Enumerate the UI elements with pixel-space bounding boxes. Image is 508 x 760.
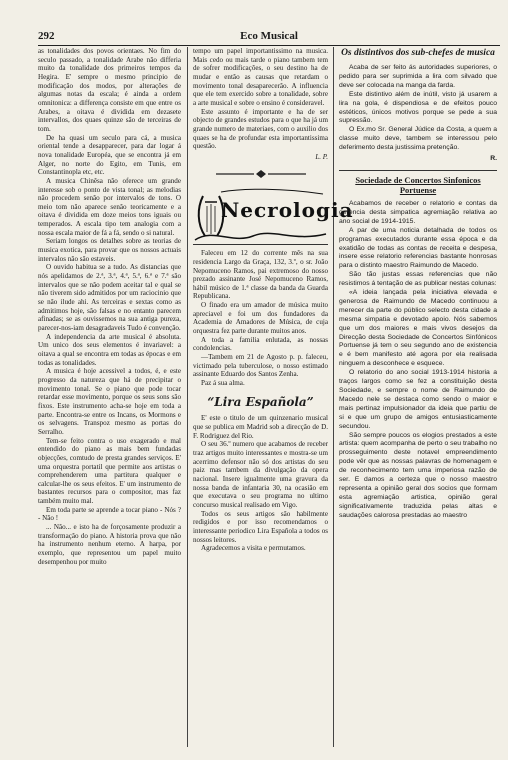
column-separator — [333, 47, 334, 747]
paragraph: A musica Chinêsa não oferece um grande interesse sob o ponto de vista tonal; as melodias não procedem senão por intervalos de tons. O meio tom não aparece senão teoricamente e a oitava é dividida em doze meios tons iguais ou temperados. A escala tipo tem analogia com a nossa escala maior de fá a fá, sendo o si natural. — [38, 176, 181, 237]
paragraph: tempo um papel importantissimo na musica. Mais cedo ou mais tarde o piano tambem tem de sofrer modificações, o seu destino ha de mudar e então as causas que retardam o movimento tonal desaparecerão. A influencia que ele tem exercido sobre a tonalidade, sobre a arte musical e sobre o ensino é consideravel. — [193, 47, 328, 107]
column-1 — [38, 47, 181, 566]
article-signature: L. P. — [315, 152, 328, 161]
paragraph: Este distintivo além de inútil, visto já usarem a lira na gola, é dispendiosa e de efeitos pouco estéticos, únicos motivos porque se pede a sua supressão. — [339, 90, 497, 125]
paragraph: Paz á sua alma. — [201, 379, 245, 388]
section-title-distintivos: Os distintivos dos sub-chefes de musica — [341, 48, 495, 58]
section-title-sociedade-concertos: Sociedade de Concertos Sinfonicos Portuense — [355, 174, 481, 195]
paragraph: O relatorio do ano social 1913-1914 historia a traços largos como se fez a constituição desta Sociedade, e sempre o nome de Raimundo de Macedo nele se destaca como sendo o maior e mais pertinaz impulsionador da ideia que partiu de si e que um grupo de amigos entusiasticamente secundou. — [339, 369, 497, 430]
paragraph: Este assunto é importante e ha de ser objecto de grandes estudos para o que ha já um grande numero de materiaes, com o auxilio dos quaes se ha de profundar esta importantissima questão. — [193, 107, 328, 151]
page-number: 292 — [38, 30, 55, 42]
paragraph: «A ideia lançada pela iniciativa elevada e generosa de Raimundo de Macedo continuou a merecer da parte do público selecto desta cidade a mesma simpatia e devotado apoio. Nós sabemos que um dos maiores e mais vivos desejos da Direcção desta Sociedade de Concertos Sinfónicos Portuense já tem o seu segundo ano de existencia e é bem manifesto até agora por ela realisada ninguem a desconhece e esquece. — [339, 289, 497, 368]
paragraph: Tem-se feito contra o uso exagerado e mal entendido do piano as mais bem fundadas objecções, comtudo de presta grandes serviços. E' uma orquestra portatil que permite aos artistas o comprehenderem uma partitura qualquer e calcular-lhe os seus efeitos. E' um instrumento de bastantes recursos para o compositor, mas faz também muito mal. — [38, 436, 181, 506]
column-2 — [193, 47, 354, 553]
paragraph: —Tambem em 21 de Agosto p. p. faleceu, victimado pela tuberculose, o nosso estimado assinante Eduardo dos Santos Zenha. — [193, 353, 328, 379]
paragraph: O Ex.mo Sr. General Júdice da Costa, a quem a classe muito deve, tambem se interessou pelo deferimento desta justissima pretenção. — [339, 126, 497, 152]
paragraph: A toda a familia enlutada, as nossas condolencias. — [193, 335, 328, 353]
paragraph: as tonalidades dos povos orientaes. No fim do seculo passado, a tonalidade Arabe não differia muito da tonalidade dos primeiros tempos da Hegira. E' sempre o mesmo principio de modificação dos modos, por alterações de algumas notas da escala; é ainda a ordem omnitonica: a differença consiste em que entre os Arabes, a oitava é dividida em dezasete intervallos, dos quaes quinze são de terceiras de tom. — [38, 47, 181, 133]
column-separator — [187, 47, 188, 747]
header-rule — [38, 45, 500, 46]
article-signature: R. — [490, 155, 497, 163]
paragraph: O seu 36.º numero que acabamos de receber traz artigos muito interessantes e mostra-se um acerrimo defensor não só dos artistas do seu paiz mas tambem da divulgação da opera nacional. Insere igualmente uma gravura da nossa banda de infantaria 30, na ocasião em que executava o seu programa no ultimo concurso musical realisado em Vigo. — [193, 440, 328, 509]
necrology-banner — [193, 188, 354, 245]
paragraph: São sempre poucos os elogios prestados a este artista: quem acompanha de perto o seu trabalho no prosseguimento deste notavel empreendimento pode vêr que as nossas palavras de homenagem e de reconhecimento tem uma imperiosa razão de ser. E damos a certeza que o nosso maestro representa a opinião geral dos socios que formam esta agremiação artistica, opinião geral significativamente traduzida pelas altas e saudações calorosa prestadas ao maestro — [339, 431, 497, 519]
section-title-lira-espanola: “Lira Española” — [207, 394, 314, 409]
paragraph: A independencia da arte musical é absoluta. Um unico dos seus elementos é invariavel: a oitava a qual se encontra em todas as épocas e em todas as tonalidades. — [38, 332, 181, 367]
publication-title: Eco Musical — [240, 30, 298, 42]
paragraph: O ouvido habitua se a tudo. As distancias que nós apelidamos de 2.ª, 3.ª, 4.ª, 5.ª, 6.ª e 7.ª são intervalos que se não podem aceitar tal e qual se não tiverem sido admitidos por um raciocinio que se não ilude ahi. As terceiras e sextas como as admitimos hoje, são falsas e no entanto parecem afinadas; se as ouvissemos na sua antiga pureza, parecer-nos-iam desagradaveis Tudo é convenção. — [38, 263, 181, 332]
ornament-divider — [193, 170, 328, 181]
page-header — [38, 30, 500, 44]
paragraph: Em toda parte se aprende a tocar piano - Nós ? - Não ! — [38, 505, 181, 523]
column-3 — [339, 47, 497, 521]
paragraph: São tão justas essas referencias que não resistimos á tentação de as publicar nestas colunas: — [339, 271, 497, 288]
necrology-title: Necrologia — [221, 198, 354, 223]
paragraph: A par de uma noticia detalhada de todos os programas executados durante essa época e da exatidão de todas as contas de receita e despesa, insere esse relatorio referencias bastante honrosas para o distinto maestro Raimundo de Macedo. — [339, 226, 497, 270]
paragraph: Agradecemos a visita e permutamos. — [201, 544, 306, 553]
divider-ornament-icon — [216, 170, 306, 178]
paragraph: Todos os seus artigos são habilmente redigidos e por isso recomendamos o interessante periodico Lira Española a todos os nossos leitores. — [193, 509, 328, 544]
paragraph: O finado era um amador de música muito apreciavel e foi um dos fundadores da Academia de Amadores de Música, de cuja orquestra fez parte durante muitos anos. — [193, 301, 328, 336]
paragraph: Seriam longos os detalhes sobre as teorias de musica exotica, para provar que os nossos actuais intervalos não são estaveis. — [38, 237, 181, 263]
section-rule — [339, 170, 497, 171]
paragraph: Acabamos de receber o relatorio e contas da gerencia desta simpatica agremiação relativa ao ano social de 1914-1915. — [339, 199, 497, 225]
paragraph: Acaba de ser feito ás autoridades superiores, o pedido para ser suprimida a lira com silvado que deve ser colocada na manga da farda. — [339, 64, 497, 89]
paragraph: E' este o titulo de um quinzenario musical que se publica em Madrid sob a direcção de D. F. Rodriguez del Rio. — [193, 414, 328, 440]
paragraph: A musica é hoje acessivel a todos, é, e este progresso da natureza que há de precipitar o movimento tonal. Se o piano que pode tocar retardar esse movimento, porque os seus sons são fixos. Este instrumento acha-se hoje em toda a parte. Encontra-se entre os Incans, os Mormons e os selvagens. Transpoz mesmo as portas do Serralho. — [38, 367, 181, 436]
paragraph: De ha quasi um seculo para cá, a musica oriental tende a desapparecer, para dar logar á nova tonalidade Européa, que se encontra já em Alger, no norte do Egito, em Tunis, em Constantinopla etc, etc. — [38, 133, 181, 177]
paragraph: ... Não... e isto ha de forçosamente produzir a transformação do piano. A historia prova que não ha instrumento nenhum eterno. A harpa, por exemplo, que representou um papel muito desempenhou por muito — [38, 523, 181, 566]
paragraph: Faleceu em 12 do corrente mês na sua residencia Largo da Graça, 132, 3.º, o sr. João Nepomuceno Ramos, pai extremoso do nosso prezado assinante José Nepomuceno Ramos, hábil músico de 1.ª classe da banda da Guarda Republicana. — [193, 249, 328, 301]
